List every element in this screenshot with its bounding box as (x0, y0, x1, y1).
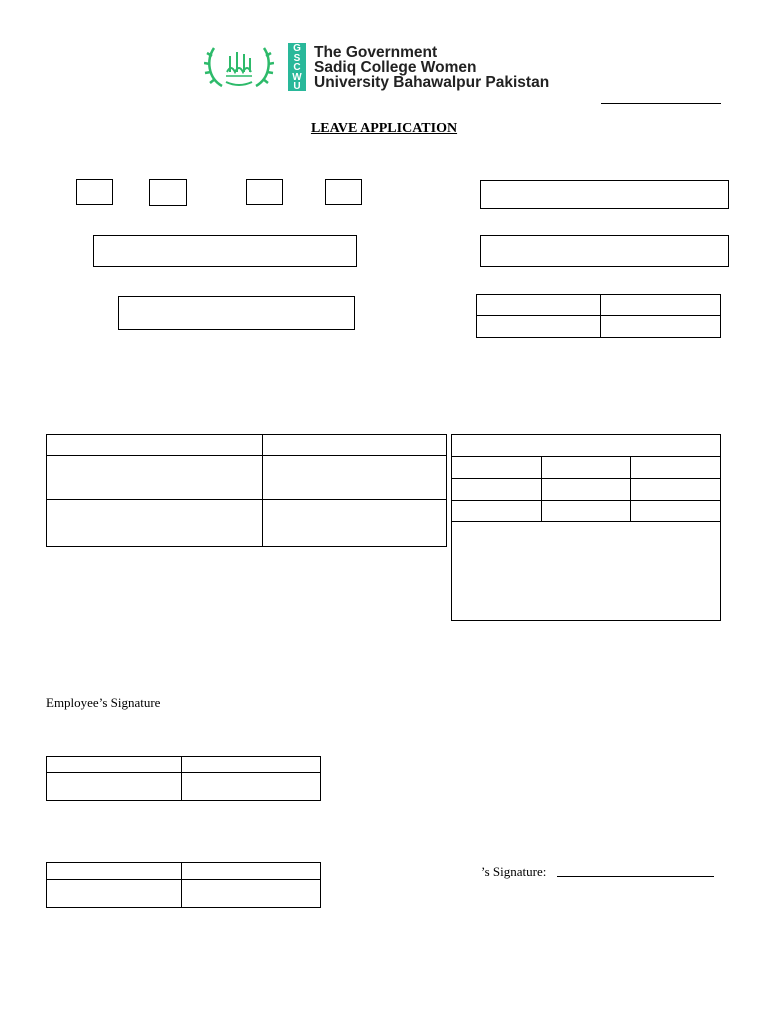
checkbox-field[interactable] (246, 179, 283, 205)
text-field[interactable] (93, 235, 357, 267)
approver-signature-label: ’s Signature: (481, 864, 547, 879)
table-cell[interactable] (47, 456, 263, 500)
table-cell[interactable] (47, 880, 182, 908)
institution-name-line: University Bahawalpur Pakistan (314, 74, 550, 91)
university-emblem-icon (204, 42, 274, 90)
table-cell[interactable] (263, 456, 447, 500)
table-cell[interactable] (452, 435, 721, 457)
recommendation-table (46, 756, 321, 801)
leave-details-table (46, 434, 447, 547)
text-field[interactable] (118, 296, 355, 330)
table-cell[interactable] (452, 479, 542, 501)
table-cell[interactable] (601, 295, 721, 316)
logo-letter: C (293, 62, 301, 73)
table-cell[interactable] (182, 880, 321, 908)
signature-line[interactable] (557, 876, 714, 877)
leave-balance-table (451, 434, 721, 621)
table-cell[interactable] (182, 863, 321, 880)
table-cell[interactable] (182, 757, 321, 773)
table-cell[interactable] (47, 435, 263, 456)
table-cell[interactable] (182, 773, 321, 801)
approval-table (46, 862, 321, 908)
table-cell[interactable] (47, 500, 263, 547)
logo-letter: S (293, 52, 301, 64)
table-cell[interactable] (631, 457, 721, 479)
table-cell[interactable] (541, 501, 631, 522)
checkbox-field[interactable] (76, 179, 113, 205)
employee-signature-label: Employee’s Signature (46, 695, 161, 710)
table-cell[interactable] (263, 435, 447, 456)
table-cell[interactable] (601, 316, 721, 338)
table-cell[interactable] (47, 863, 182, 880)
logo-letter: W (292, 71, 302, 83)
logo-letter: G (293, 43, 301, 54)
leave-dates-table (476, 294, 721, 338)
text-field[interactable] (480, 235, 729, 267)
table-cell[interactable] (477, 295, 601, 316)
table-cell[interactable] (47, 757, 182, 773)
remarks-cell[interactable] (452, 522, 721, 621)
institution-name-line: Sadiq College Women (314, 59, 477, 76)
text-field[interactable] (480, 180, 729, 209)
table-cell[interactable] (477, 316, 601, 338)
logo-letter: U (293, 81, 301, 92)
table-cell[interactable] (452, 457, 542, 479)
table-cell[interactable] (452, 501, 542, 522)
date-line (601, 103, 721, 104)
checkbox-field[interactable] (149, 179, 187, 206)
table-cell[interactable] (47, 773, 182, 801)
form-title: LEAVE APPLICATION (310, 121, 458, 136)
table-cell[interactable] (631, 479, 721, 501)
checkbox-field[interactable] (325, 179, 362, 205)
table-cell[interactable] (263, 500, 447, 547)
logo-letter-strip (288, 43, 306, 91)
table-cell[interactable] (541, 457, 631, 479)
institution-name-line: The Government (314, 44, 438, 61)
table-cell[interactable] (541, 479, 631, 501)
table-cell[interactable] (631, 501, 721, 522)
